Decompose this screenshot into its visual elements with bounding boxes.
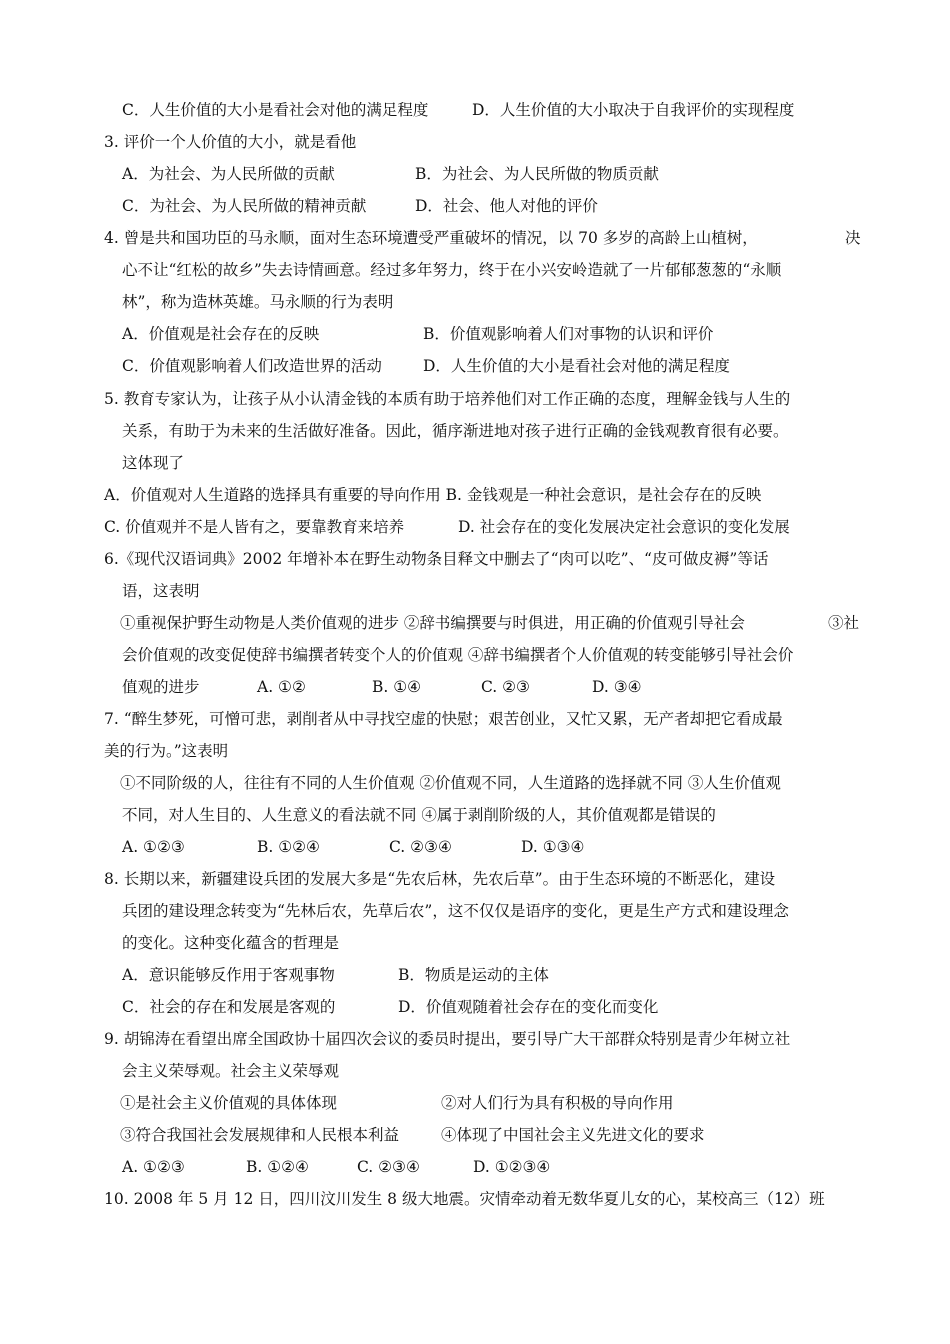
q6-option-b: B. ①④ (372, 678, 422, 696)
q4-option-d: D．人生价值的大小是看社会对他的满足程度 (423, 357, 730, 375)
q4-option-a: A．价值观是社会存在的反映 (122, 325, 320, 343)
q8-stem-line3: 的变化。这种变化蕴含的哲理是 (122, 934, 340, 952)
q4-option-b: B．价值观影响着人们对事物的认识和评价 (423, 325, 714, 343)
q9-item-3: ③符合我国社会发展规律和人民根本利益 (120, 1126, 400, 1144)
q5-option-d: D. 社会存在的变化发展决定社会意识的变化发展 (458, 518, 790, 536)
q6-option-a: A. ①② (257, 678, 306, 696)
q6-option-d: D. ③④ (592, 678, 642, 696)
q5-option-c: C. 价值观并不是人皆有之，要靠教育来培养 (104, 518, 405, 536)
q7-items-line1: ①不同阶级的人，往往有不同的人生价值观 ②价值观不同，人生道路的选择就不同 ③人生价值观 (120, 774, 781, 792)
q6-items-line1-end: ③社 (828, 614, 860, 632)
q5-stem-line1: 5. 教育专家认为，让孩子从小认清金钱的本质有助于培养他们对工作正确的态度，理解金钱与人生的 (104, 390, 791, 408)
q8-option-a: A．意识能够反作用于客观事物 (122, 966, 335, 984)
q7-stem-line1: 7. “醉生梦死，可憎可悲，剥削者从中寻找空虚的快慰；艰苦创业，又忙又累，无产者却把它看成最 (104, 710, 783, 728)
q7-option-d: D. ①③④ (521, 838, 585, 856)
q6-items-line1: ①重视保护野生动物是人类价值观的进步 ②辞书编撰要与时俱进，用正确的价值观引导社会 (120, 614, 745, 632)
q9-stem-line1: 9. 胡锦涛在看望出席全国政协十届四次会议的委员时提出，要引导广大干部群众特别是青少年树立社 (104, 1030, 791, 1048)
q9-option-b: B. ①②④ (246, 1158, 309, 1176)
q5-stem-line3: 这体现了 (122, 454, 185, 472)
q6-option-c: C. ②③ (481, 678, 530, 696)
q4-stem-line1-end: 决 (845, 229, 861, 247)
q2-option-c: C．人生价值的大小是看社会对他的满足程度 (122, 101, 429, 119)
q7-items-line2: 不同，对人生目的、人生意义的看法就不同 ④属于剥削阶级的人，其价值观都是错误的 (122, 806, 716, 824)
q3-option-c: C．为社会、为人民所做的精神贡献 (122, 197, 367, 215)
q10-stem-line1: 10. 2008 年 5 月 12 日，四川汶川发生 8 级大地震。灾情牵动着无数华夏儿女的心，某校高三（12）班 (104, 1190, 825, 1208)
q9-item-1: ①是社会主义价值观的具体体现 (120, 1094, 338, 1112)
q3-stem: 3. 评价一个人价值的大小，就是看他 (104, 133, 357, 151)
q7-option-c: C. ②③④ (389, 838, 452, 856)
q8-option-c: C．社会的存在和发展是客观的 (122, 998, 336, 1016)
q4-stem-line3: 林”，称为造林英雄。马永顺的行为表明 (122, 293, 394, 311)
q7-option-a: A. ①②③ (122, 838, 185, 856)
q9-option-c: C. ②③④ (357, 1158, 420, 1176)
q6-items-line2: 会价值观的改变促使辞书编撰者转变个人的价值观 ④辞书编撰者个人价值观的转变能够引导社会价 (122, 646, 794, 664)
q6-stem-line2: 语，这表明 (122, 582, 200, 600)
q4-stem-line2: 心不让“红松的故乡”失去诗情画意。经过多年努力，终于在小兴安岭造就了一片郁郁葱葱的“永顺 (122, 261, 782, 279)
q5-stem-line2: 关系，有助于为未来的生活做好准备。因此，循序渐进地对孩子进行正确的金钱观教育很有必要。 (122, 422, 789, 440)
q8-stem-line2: 兵团的建设理念转变为“先林后农，先草后农”，这不仅仅是语序的变化，更是生产方式和建设理念 (122, 902, 789, 920)
q3-option-d: D．社会、他人对他的评价 (415, 197, 598, 215)
q9-item-4: ④体现了中国社会主义先进文化的要求 (441, 1126, 705, 1144)
q7-option-b: B. ①②④ (257, 838, 320, 856)
q3-option-b: B．为社会、为人民所做的物质贡献 (415, 165, 659, 183)
q9-option-d: D. ①②③④ (473, 1158, 551, 1176)
q6-items-line3: 值观的进步 (122, 678, 200, 696)
q5-options-ab: A．价值观对人生道路的选择具有重要的导向作用 B. 金钱观是一种社会意识，是社会存在的反映 (104, 486, 762, 504)
q4-stem-line1: 4. 曾是共和国功臣的马永顺，面对生态环境遭受严重破坏的情况，以 70 多岁的高龄上山植树， (104, 229, 758, 247)
q8-option-d: D．价值观随着社会存在的变化而变化 (398, 998, 659, 1016)
q7-stem-line2: 美的行为。”这表明 (104, 742, 229, 760)
q8-stem-line1: 8. 长期以来，新疆建设兵团的发展大多是“先农后林，先农后草”。由于生态环境的不断恶化，建设 (104, 870, 776, 888)
q9-option-a: A. ①②③ (122, 1158, 185, 1176)
q2-option-d: D．人生价值的大小取决于自我评价的实现程度 (472, 101, 795, 119)
q4-option-c: C．价值观影响着人们改造世界的活动 (122, 357, 382, 375)
q9-stem-line2: 会主义荣辱观。社会主义荣辱观 (122, 1062, 340, 1080)
q3-option-a: A．为社会、为人民所做的贡献 (122, 165, 335, 183)
q8-option-b: B．物质是运动的主体 (398, 966, 549, 984)
q9-item-2: ②对人们行为具有积极的导向作用 (441, 1094, 674, 1112)
q6-stem-line1: 6.《现代汉语词典》2002 年增补本在野生动物条目释文中删去了“肉可以吃”、“皮可做皮褥”等话 (104, 550, 769, 568)
